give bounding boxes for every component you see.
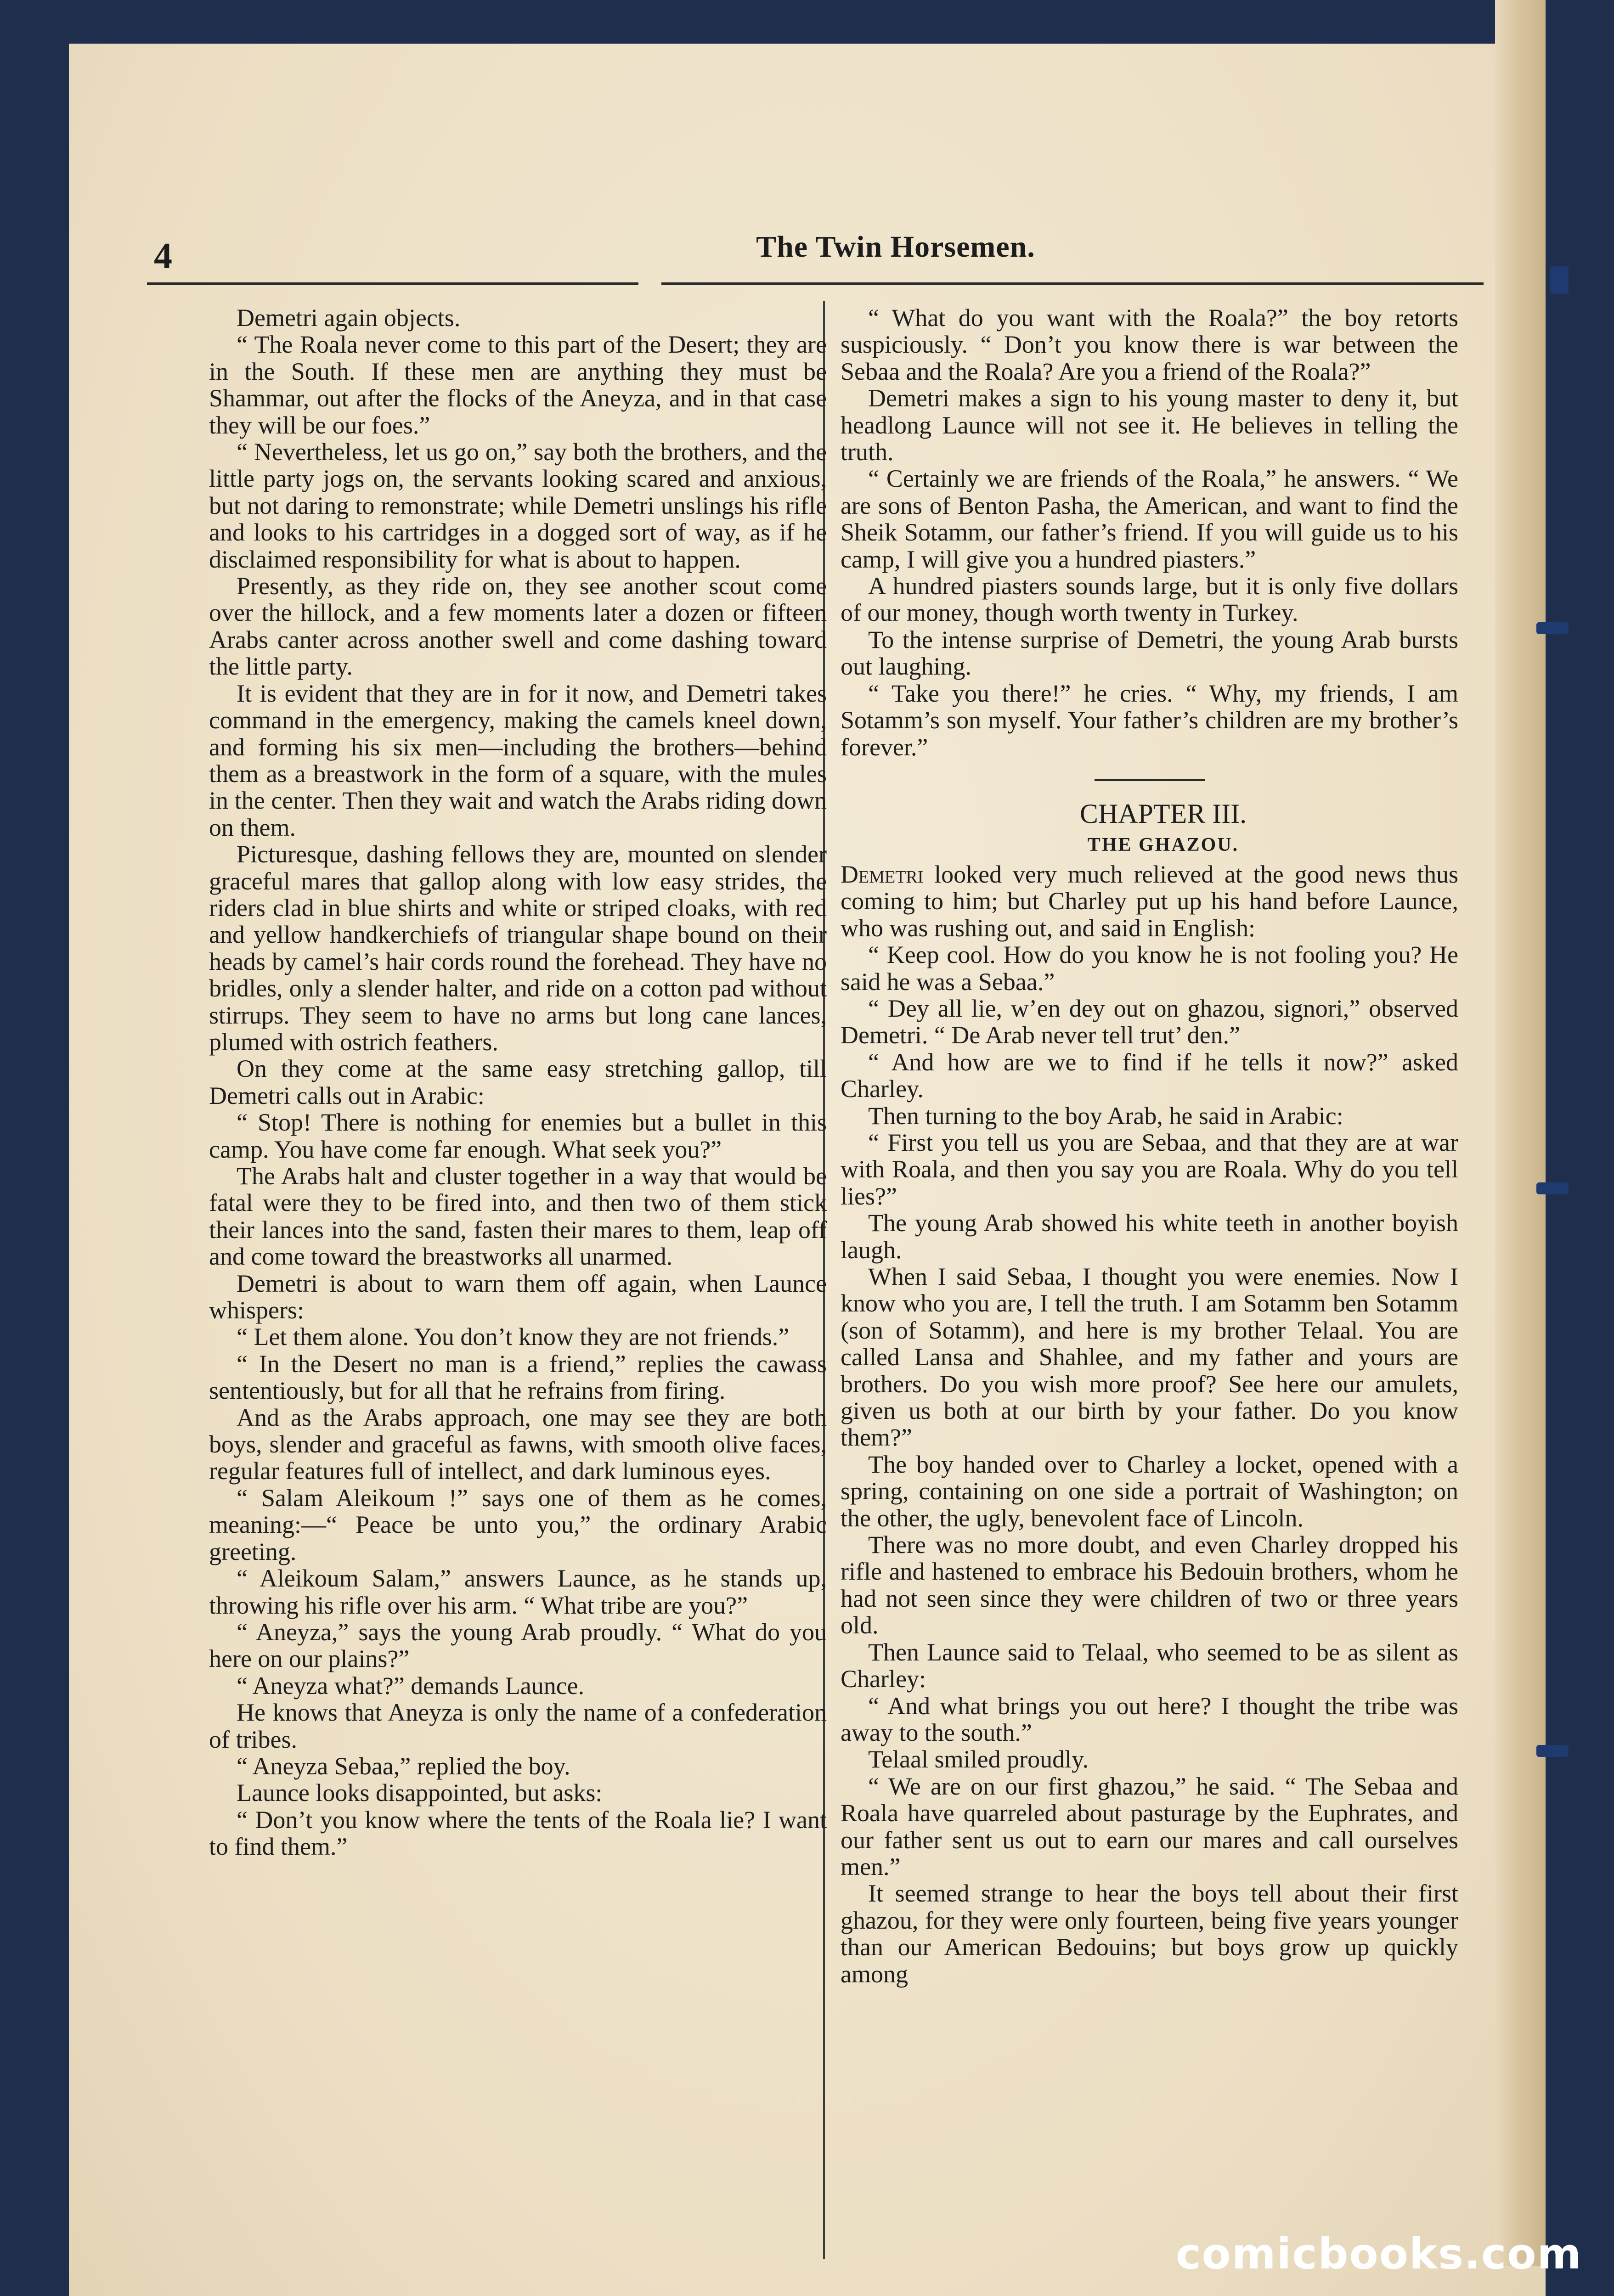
staple-mark	[1536, 622, 1569, 634]
header-rule-left	[147, 282, 638, 285]
chapter-first-paragraph	[841, 861, 1458, 941]
paragraph: “ Aneyza,” says the young Arab proudly. “ What do you here on our plains?”	[209, 1618, 827, 1673]
dropcap-word: Demetri	[841, 860, 924, 888]
paragraph: “ Certainly we are friends of the Roala,” he answers. “ We are sons of Benton Pasha, the American, and want to find the Sheik Sotamm, our father’s friend. If you will guide us to his camp, I will give you a hundred piasters.”	[841, 465, 1458, 573]
paragraph: Then turning to the boy Arab, he said in Arabic:	[868, 1102, 1343, 1130]
paragraph: “ Don’t you know where the tents of the Roala lie? I want to find them.”	[209, 1806, 827, 1861]
binding-edge	[1546, 0, 1614, 2296]
paragraph: Demetri is about to warn them off again, when Launce whispers:	[209, 1269, 827, 1324]
paragraph: On they come at the same easy stretching gallop, till Demetri calls out in Arabic:	[209, 1055, 827, 1109]
paragraph: He knows that Aneyza is only the name of a confederation of tribes.	[209, 1699, 827, 1753]
paragraph: “ Aneyza Sebaa,” replied the boy.	[237, 1752, 570, 1780]
paragraph: “ Aneyza what?” demands Launce.	[237, 1671, 585, 1699]
header-rule-right	[661, 282, 1484, 285]
paragraph: “ Let them alone. You don’t know they are not friends.”	[237, 1323, 790, 1351]
right-column-after-chapter	[841, 941, 1458, 1987]
chapter-title: CHAPTER III.	[1079, 798, 1247, 829]
paragraph: “ Stop! There is nothing for enemies but a bullet in this camp. You have come far enough. What seek you?”	[209, 1109, 827, 1163]
watermark-logo-text: comicbooks.com	[1176, 2229, 1582, 2279]
paragraph: Launce looks disappointed, but asks:	[237, 1779, 603, 1807]
right-column-before-chapter	[841, 304, 1458, 760]
paragraph: The Arabs halt and cluster together in a way that would be fatal were they to be fired into, and then two of them stick their lances into the sand, fasten their mares to them, leap off and come toward the breastworks all unarmed.	[209, 1162, 827, 1271]
running-title: The Twin Horsemen.	[756, 230, 1035, 264]
first-paragraph-text: looked very much relieved at the good news thus coming to him; but Charley put up his hand before Launce, who was rushing out, and said in English:	[841, 860, 1458, 942]
paragraph: And as the Arabs approach, one may see they are both boys, slender and graceful as fawns, with smooth olive faces, regular features full of intellect, and dark luminous eyes.	[209, 1403, 827, 1485]
paragraph: “ And what brings you out here? I thought the tribe was away to the south.”	[841, 1692, 1458, 1746]
staple-mark	[1550, 266, 1569, 294]
page-spine-fold	[1495, 0, 1546, 2266]
paragraph: “ The Roala never come to this part of the Desert; they are in the South. If these men are anything they must be Shammar, out after the flocks of the Aneyza, and in that case they will be our foes.”	[209, 331, 827, 439]
chapter-subtitle: THE GHAZOU.	[1087, 834, 1239, 855]
chapter-separator-rule	[1095, 779, 1205, 781]
right-column	[841, 304, 1458, 1987]
paragraph: “ What do you want with the Roala?” the boy retorts suspiciously. “ Don’t you know there is war between the Sebaa and the Roala? Are you a friend of the Roala?”	[841, 304, 1458, 385]
paragraph: Demetri makes a sign to his young master to deny it, but headlong Launce will not see it. He believes in telling the truth.	[841, 384, 1458, 466]
paragraph: “ Salam Aleikoum !” says one of them as he comes, meaning:—“ Peace be unto you,” the ordinary Arabic greeting.	[209, 1484, 827, 1565]
paragraph: “ And how are we to find if he tells it now?” asked Charley.	[841, 1048, 1458, 1103]
paragraph: “ First you tell us you are Sebaa, and that they are at war with Roala, and then you say you are Roala. Why do you tell lies?”	[841, 1128, 1458, 1210]
paragraph: Picturesque, dashing fellows they are, mounted on slender graceful mares that gallop along with low easy strides, the riders clad in blue shirts and white or striped cloaks, with red and yellow handkerchiefs of triangular shape bound on their heads by camel’s hair cords round the forehead. They have no bridles, only a slender halter, and ride on a cotton pad without stirrups. They seem to have no arms but long cane lances, plumed with ostrich feathers.	[209, 840, 827, 1056]
paragraph: When I said Sebaa, I thought you were enemies. Now I know who you are, I tell the truth. I am Sotamm ben Sotamm (son of Sotamm), and here is my brother Telaal. You are called Lansa and Shahlee, and my father and yours are brothers. Do you wish more proof? See here our amulets, given us both at our birth by your father. Do you know them?”	[841, 1263, 1458, 1452]
paragraph: The young Arab showed his white teeth in another boyish laugh.	[841, 1209, 1458, 1264]
paragraph: “ We are on our first ghazou,” he said. “ The Sebaa and Roala have quarreled about pasturage by the Euphrates, and our father sent us out to earn our mares and call ourselves men.”	[841, 1772, 1458, 1880]
paragraph: “ Take you there!” he cries. “ Why, my friends, I am Sotamm’s son myself. Your father’s children are my brother’s forever.”	[841, 679, 1458, 761]
paragraph: It seemed strange to hear the boys tell about their first ghazou, for they were only fourteen, being five years younger than our American Bedouins; but boys grow up quickly among	[841, 1880, 1458, 1988]
paragraph: There was no more doubt, and even Charley dropped his rifle and hastened to embrace his Bedouin brothers, whom he had not seen since they were children of two or three years old.	[841, 1531, 1458, 1639]
paragraph: The boy handed over to Charley a locket, opened with a spring, containing on one side a portrait of Washington; on the other, the ugly, benevolent face of Lincoln.	[841, 1450, 1458, 1532]
staple-mark	[1536, 1182, 1569, 1194]
staple-mark	[1536, 1745, 1569, 1757]
paragraph: Then Launce said to Telaal, who seemed to be as silent as Charley:	[841, 1638, 1458, 1693]
paragraph: A hundred piasters sounds large, but it is only five dollars of our money, though worth twenty in Turkey.	[841, 572, 1458, 627]
page-number: 4	[154, 236, 172, 276]
paragraph: Demetri again objects.	[237, 304, 461, 332]
paragraph: Telaal smiled proudly.	[868, 1745, 1089, 1773]
paragraph: “ Dey all lie, w’en dey out on ghazou, signori,” observed Demetri. “ De Arab never tell trut’ den.”	[841, 994, 1458, 1049]
paragraph: “ Keep cool. How do you know he is not fooling you? He said he was a Sebaa.”	[841, 941, 1458, 996]
paragraph: To the intense surprise of Demetri, the young Arab bursts out laughing.	[841, 625, 1458, 681]
left-column	[209, 304, 827, 1860]
paragraph: “ In the Desert no man is a friend,” replies the cawass sententiously, but for all that he refrains from firing.	[209, 1350, 827, 1405]
paragraph: It is evident that they are in for it now, and Demetri takes command in the emergency, making the camels kneel down, and forming his six men—including the brothers—behind them as a breastwork in the form of a square, with the mules in the center. Then they wait and watch the Arabs riding down on them.	[209, 679, 827, 841]
book-page	[69, 44, 1552, 2296]
paragraph: Presently, as they ride on, they see another scout come over the hillock, and a few moments later a dozen or fifteen Arabs canter across another swell and come dashing toward the little party.	[209, 572, 827, 681]
paragraph: “ Nevertheless, let us go on,” say both the brothers, and the little party jogs on, the servants looking scared and anxious, but not daring to remonstrate; while Demetri unslings his rifle and looks to his cartridges in a dogged sort of way, as if he disclaimed responsibility for what is about to happen.	[209, 438, 827, 573]
paragraph: “ Aleikoum Salam,” answers Launce, as he stands up, throwing his rifle over his arm. “ What tribe are you?”	[209, 1564, 827, 1619]
